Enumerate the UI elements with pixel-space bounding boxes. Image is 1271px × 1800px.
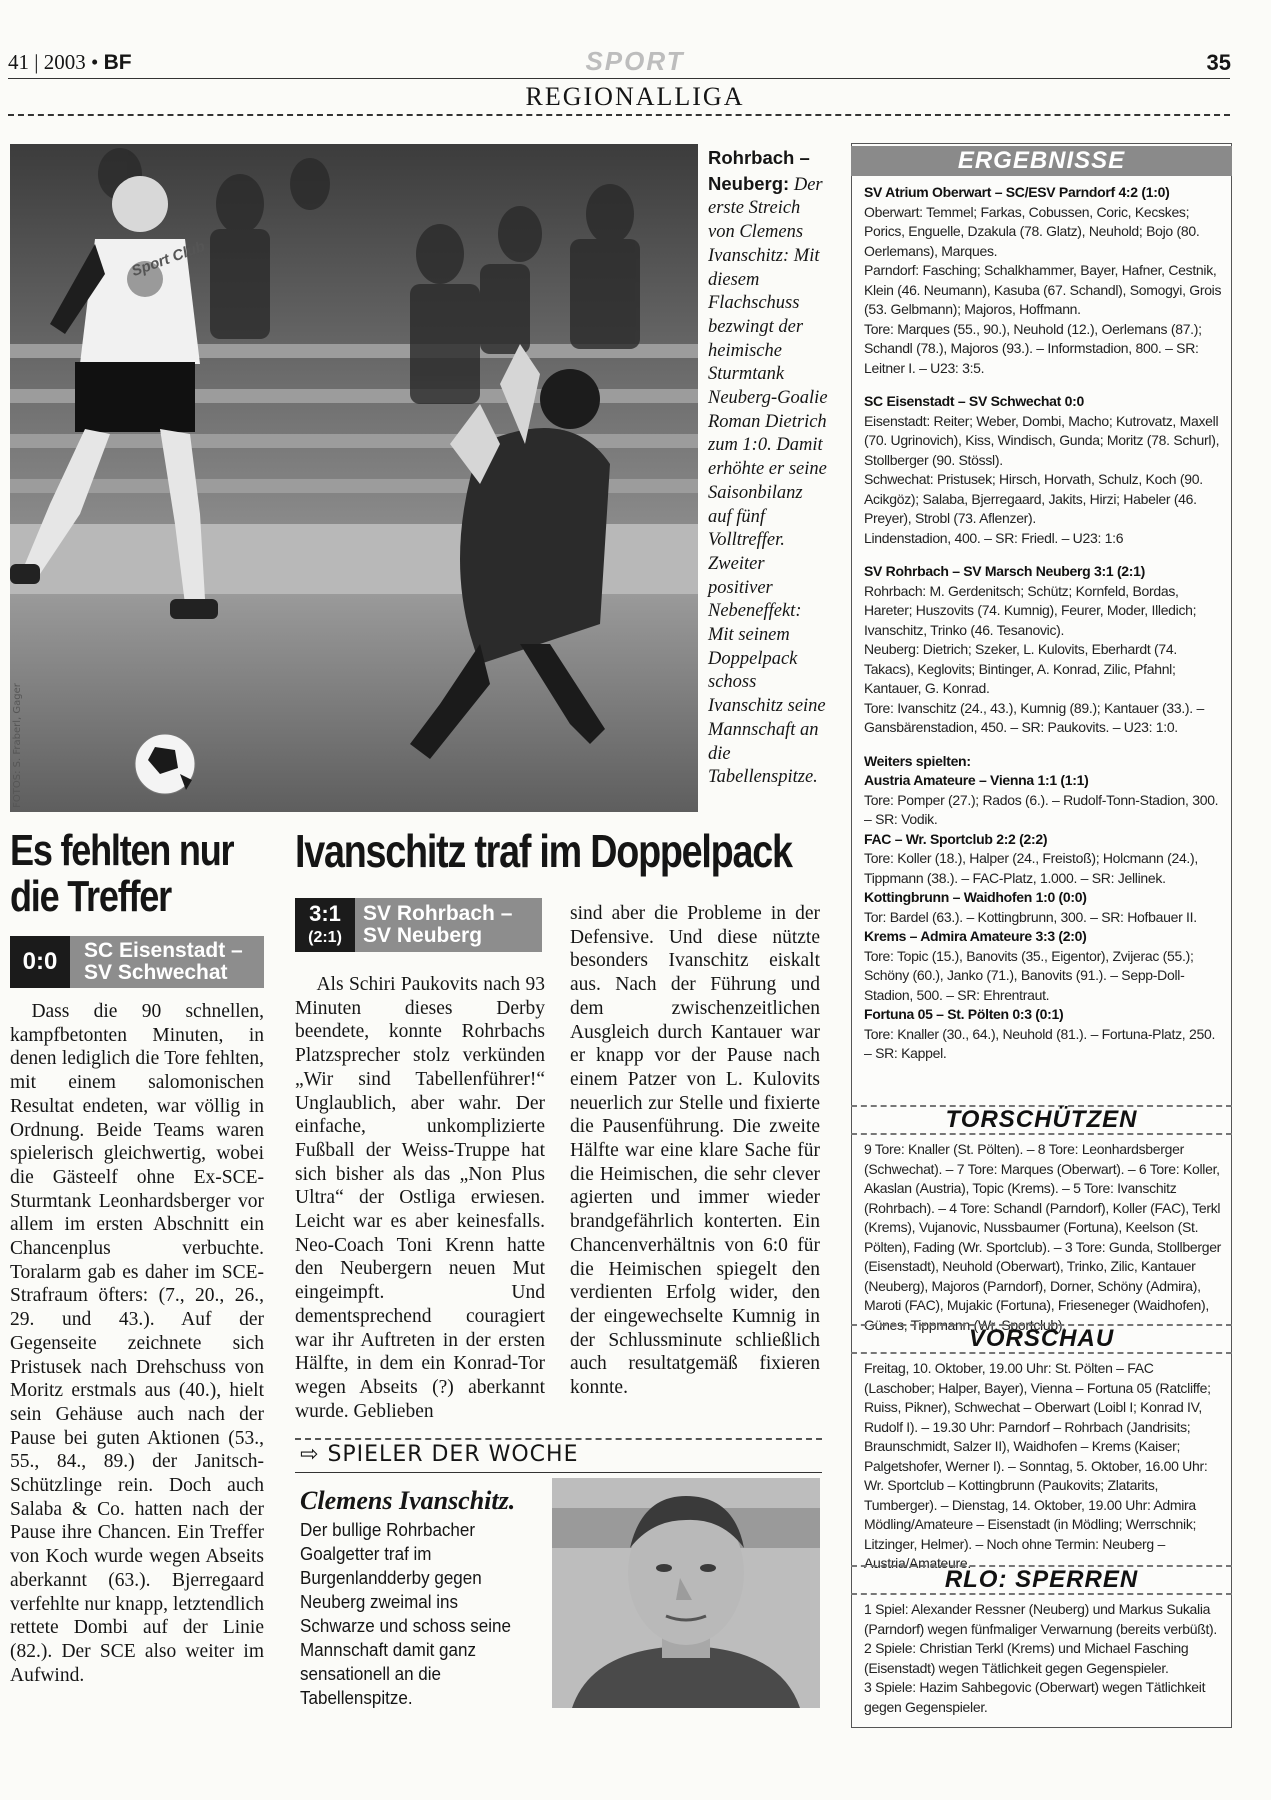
- headline-left: [10, 828, 240, 920]
- headline-main: Ivanschitz traf im Doppelpack: [295, 825, 792, 877]
- article-main-text-1: Als Schiri Paukovits nach 93 Minuten dieses Derby beendete, konnte Rohrbachs Platzsprecher stolz verkünden „Wir sind Tabellenführer!“ Unglaublich, aber wahr. Der einfache, unkomplizierte Fußball der Weiss-Truppe hat sich bisher als das „Non Plus Ultra“ der Ostliga erwiesen. Leicht war es aber keinesfalls. Neo-Coach Toni Krenn hatte den Neubergern neuen Mut eingeimpft. Und dementsprechend couragiert war ihr Auftreten in der ersten Hälfte, in dem ein Konrad-Tor wegen Abseits (?) aberkannt wurde. Geblieben: [295, 974, 545, 1422]
- issue-number: 41 | 2003: [8, 50, 86, 74]
- score-block: [295, 898, 355, 952]
- photo-caption: [708, 146, 828, 790]
- match-lineup: Parndorf: Fasching; Schalkhammer, Bayer, Hafner, Cestnik, Klein (46. Neumann), Kasuba (67. Schandl), Somogyi, Grois (53. Gelbmann); Majoros, Hoffmann.: [864, 262, 1222, 317]
- sdw-label-text: SPIELER DER WOCHE: [327, 1442, 579, 1467]
- photo-credit: [0, 683, 23, 810]
- match-block: [864, 392, 1224, 548]
- match-title: SV Rohrbach – SV Marsch Neuberg 3:1 (2:1): [864, 563, 1146, 579]
- match-photo-graphic: [10, 144, 698, 812]
- match-lineup: Rohrbach: M. Gerdenitsch; Schütz; Kornfeld, Bordas, Hareter; Huszovits (74. Kumnig), Feurer, Moder, Illedich; Ivanschitz, Trinko (46. Tesanovic).: [864, 582, 1197, 638]
- photo-credit-text: FOTOS: S. Fraberl, Gager: [11, 683, 23, 808]
- article-left-body: [10, 1000, 264, 1687]
- paper-name: BF: [103, 51, 132, 74]
- portrait-graphic: [552, 1478, 820, 1708]
- score-teams: [363, 903, 512, 947]
- score: 3:1: [309, 901, 341, 926]
- headline-left-line-2: die Treffer: [10, 872, 171, 921]
- article-main-col-2: [570, 902, 820, 1400]
- article-main-text-2: sind aber die Probleme in der Defensive. Und diese nützte besonders Ivanschitz eiskalt aus. Nach der Führung und dem zwischenzeitlichen Ausgleich durch Kantauer war er knapp vor der Pause nach einem Patzer von L. Kulovits neuerlich zur Stelle und fixierte die Pausenführung. Die zweite Hälfte war eine klare Sache für die Heimischen, die sehr clever agierten und immer wieder brandgefährlich konterten. Ein Chancenverhältnis von 6:0 für die Heimischen spiegelt den verdienten Erfolg wider, den der eingewechselte Kumnig in der Schlussminute schließlich auch resultatgemäß fixieren konnte.: [570, 903, 820, 1399]
- match-lineup: Oberwart: Temmel; Farkas, Cobussen, Coric, Kecskes; Porics, Enguelle, Dzakula (78. Glatz), Neuhold; Bojo (80. Oerlemans), Marques.: [864, 203, 1200, 259]
- match-block: [864, 752, 1224, 1064]
- arrow-icon: ⇨: [300, 1442, 320, 1467]
- match-lineup: Eisenstadt: Reiter; Weber, Dombi, Macho; Kutrovatz, Maxell (70. Ugrinovich), Kiss, Windisch, Gunda; Moritz (78. Schurl), Stollberger (90. Stössl).: [864, 412, 1220, 468]
- match-goals: Tore: Koller (18.), Halper (24., Freistoß); Holcmann (24.), Tippmann (38.). – FAC-Platz, 1.000. – SR: Jellinek.: [864, 850, 1198, 886]
- sperren-title: RLO: SPERREN: [851, 1565, 1232, 1595]
- player-name: Clemens Ivanschitz.: [300, 1486, 516, 1515]
- match-title: Weiters spielten:: [864, 752, 971, 769]
- issue-info: [8, 50, 132, 75]
- match-lineup: Schwechat: Pristusek; Hirsch, Horvath, Schulz, Koch (90. Acikgöz); Salaba, Bjerregaard, Jakits, Hirzi; Habeler (46. Preyer), Strobl (73. Aflenzer).: [864, 471, 1203, 526]
- caption-text: Der erste Streich von Clemens Ivanschitz: Mit diesem Flachschuss bezwingt der heimische Sturmtank Neuberg-Goalie Roman Dietrich zum 1:0. Damit erhöhte er seine Saisonbilanz auf fünf Volltreffer. Zweiter positiver Nebeneffekt: Mit seinem Doppelpack schoss Ivanschitz seine Mannschaft an die Tabellenspitze.: [708, 174, 828, 788]
- match-title: Kottingbrunn – Waidhofen 1:0 (0:0): [864, 889, 1087, 905]
- match-block: [864, 562, 1224, 738]
- match-goals: Tore: Marques (55., 90.), Neuhold (12.), Oerlemans (87.); Schandl (78.), Majoros (93.). – Informstadion, 800. – SR: Leitner I. – U23: 3:5.: [864, 320, 1202, 376]
- match-goals: Tore: Topic (15.), Banovits (35., Eigentor), Zvijerac (55.); Schöny (60.), Janko (71.), Banovits (91.). – Sepp-Doll-Stadion, 500. – SR: Ehrentraut.: [864, 947, 1194, 1003]
- vorschau-text: Freitag, 10. Oktober, 19.00 Uhr: St. Pölten – FAC (Laschober; Halper, Bayer), Vienna – Fortuna 05 (Ratcliffe; Ruiss, Pikner), Schwechat – Oberwart (Loibl I; Konrad IV, Rudolf I). – 19.30 Uhr: Parndorf – Rohrbach (Jandrisits; Braunschmidt, Salzer II), Waidhofen – Krems (Kaiser; Palgetshofer, Werner I). – Sonntag, 5. Oktober, 16.00 Uhr: Wr. Sportclub – Kottingbrunn (Paukovits; Zlatarits, Tumberger). – Dienstag, 14. Oktober, 19.00 Uhr: Admira Mödling/Amateure – Eisenstadt (in Mödling; Werrschnik; Litzinger, Helmer). – Noch ohne Termin: Neuberg – Austria/Amateure.: [864, 1360, 1211, 1571]
- player-portrait: [552, 1478, 820, 1708]
- match-goals: Tore: Knaller (30., 64.), Neuhold (81.). – Fortuna-Platz, 250. – SR: Kappel.: [864, 1025, 1216, 1061]
- team-away: SV Neuberg: [363, 924, 483, 947]
- sperren-item: 3 Spiele: Hazim Sahbegovic (Oberwart) wegen Tätlichkeit gegen Gegenspieler.: [864, 1679, 1206, 1715]
- sperren-list: [864, 1600, 1224, 1717]
- match-info: Lindenstadion, 400. – SR: Friedl. – U23: 1:6: [864, 529, 1124, 546]
- match-photo: [10, 144, 698, 812]
- score: 0:0: [10, 936, 70, 988]
- team-away: SV Schwechat: [84, 961, 228, 984]
- match-goals: Tor: Bardel (63.). – Kottingbrunn, 300. – SR: Hofbauer II.: [864, 908, 1197, 925]
- match-title: SV Atrium Oberwart – SC/ESV Parndorf 4:2 (1:0): [864, 184, 1170, 200]
- halftime-score: (2:1): [308, 929, 342, 946]
- match-lineup: Neuberg: Dietrich; Szeker, L. Kulovits, Eberhardt (74. Takacs), Keglovits; Bintinger, A. Konrad, Zilic, Pfahnl; Kantauer, G. Konrad.: [864, 641, 1177, 696]
- match-goals: Tore: Pomper (27.); Rados (6.). – Rudolf-Tonn-Stadion, 300. – SR: Vodik.: [864, 791, 1219, 827]
- bullet: •: [90, 50, 99, 74]
- match-title: Fortuna 05 – St. Pölten 0:3 (0:1): [864, 1006, 1064, 1022]
- sdw-dashed-rule: [295, 1438, 822, 1440]
- score-box-rohrbach-neuberg: [295, 898, 542, 952]
- section-tag: SPORT: [585, 46, 685, 76]
- team-home: SC Eisenstadt –: [84, 939, 243, 962]
- torschuetzen-title: TORSCHÜTZEN: [851, 1105, 1232, 1135]
- headline-left-line-1: Es fehlten nur: [10, 826, 234, 875]
- ergebnisse-title: ERGEBNISSE: [851, 146, 1232, 176]
- vorschau-title: VORSCHAU: [851, 1324, 1232, 1354]
- match-title: SC Eisenstadt – SV Schwechat 0:0: [864, 393, 1084, 409]
- sdw-rule: [295, 1472, 822, 1473]
- sperren-item: 2 Spiele: Christian Terkl (Krems) und Michael Fasching (Eisenstadt) wegen Tätlichkeit gegen Gegenspieler.: [864, 1640, 1189, 1676]
- match-title: FAC – Wr. Sportclub 2:2 (2:2): [864, 830, 1048, 847]
- article-main-col-1: [295, 973, 545, 1423]
- match-goals: Tore: Ivanschitz (24., 43.), Kumnig (89.); Kantauer (33.). – Gansbärenstadion, 450. – SR: Paukovits. – U23: 1:0.: [864, 699, 1204, 735]
- header-dashed-rule: [8, 114, 1230, 116]
- team-home: SV Rohrbach –: [363, 902, 513, 925]
- jersey-text: Sport Club: [129, 237, 208, 281]
- torschuetzen-text: 9 Tore: Knaller (St. Pölten). – 8 Tore: Leonhardsberger (Schwechat). – 7 Tore: Marques (Oberwart). – 6 Tore: Koller, Akaslan (Austria), Topic (Krems). – 5 Tore: Ivanschitz (Rohrbach). – 4 Tore: Schandl (Parndorf), Koller (FAC), Terkl (Krems), Vujanovic, Nussbaumer (Fortuna), Keelson (St. Pölten), Fading (Wr. Sportclub). – 3 Tore: Gunda, Stollberger (Eisenstadt), Neuhold (Oberwart), Trinko, Zilic, Kantauer (Neuberg), Majoros (Parndorf), Dorner, Schöny (Admira), Maroti (FAC), Mujakic (Fortuna), Frieseneger (Waidhofen), Günes, Tippmann (Wr. Sportclub).: [864, 1141, 1222, 1333]
- score-box-eisenstadt-schwechat: [10, 936, 264, 988]
- player-description: Der bullige Rohrbacher Goalgetter traf im Burgenlandderby gegen Neuberg zweimal ins Schwarze und schoss seine Mannschaft damit ganz sensationell an die Tabellenspitze.: [300, 1519, 511, 1708]
- article-left-text: Dass die 90 schnellen, kampfbetonten Minuten, in denen lediglich die Tore fehlten, mit einem salomonischen Resultat endeten, war völlig in Ordnung. Beide Teams waren spielerisch gleichwertig, wobei die Gästeelf ohne Ex-SCE-Sturmtank Leonhardsberger vor allem im ersten Abschnitt ein Chancenplus verbuchte. Toralarm gab es daher im SCE-Strafraum öfters: (7., 20., 26., 29. und 43.). Auf der Gegenseite zeichnete sich Pristusek nach Drehschuss von Moritz erstmals aus (40.), hielt sein Gehäuse auch nach der Pause bei guten Aktionen (53., 55., 84., 89.) der Janitsch-Schützlinge rein. Doch auch Salaba & Co. hatten nach der Pause ihre Chancen. Ein Treffer von Koch wurde wegen Abseits aberkannt (63.). Bjerregaard verfehlte nur knapp, letztendlich rettete Dombi auf der Linie (82.). Der SCE also weiter im Aufwind.: [10, 1001, 264, 1686]
- sperren-item: 1 Spiel: Alexander Ressner (Neuberg) und Markus Sukalia (Parndorf) wegen fünfmaliger Verwarnung (bereits verbüßt).: [864, 1601, 1217, 1637]
- caption-title: Rohrbach – Neuberg:: [708, 147, 810, 194]
- match-block: [864, 183, 1224, 378]
- header-rule: [8, 78, 1230, 79]
- spieler-der-woche-label: [300, 1442, 579, 1467]
- results-list: [864, 183, 1224, 1064]
- page-number: 35: [1206, 50, 1231, 75]
- match-title: Austria Amateure – Vienna 1:1 (1:1): [864, 772, 1089, 788]
- match-title: Krems – Admira Amateure 3:3 (2:0): [864, 928, 1087, 944]
- score-teams: [84, 940, 243, 984]
- section-title: REGIONALLIGA: [525, 82, 745, 111]
